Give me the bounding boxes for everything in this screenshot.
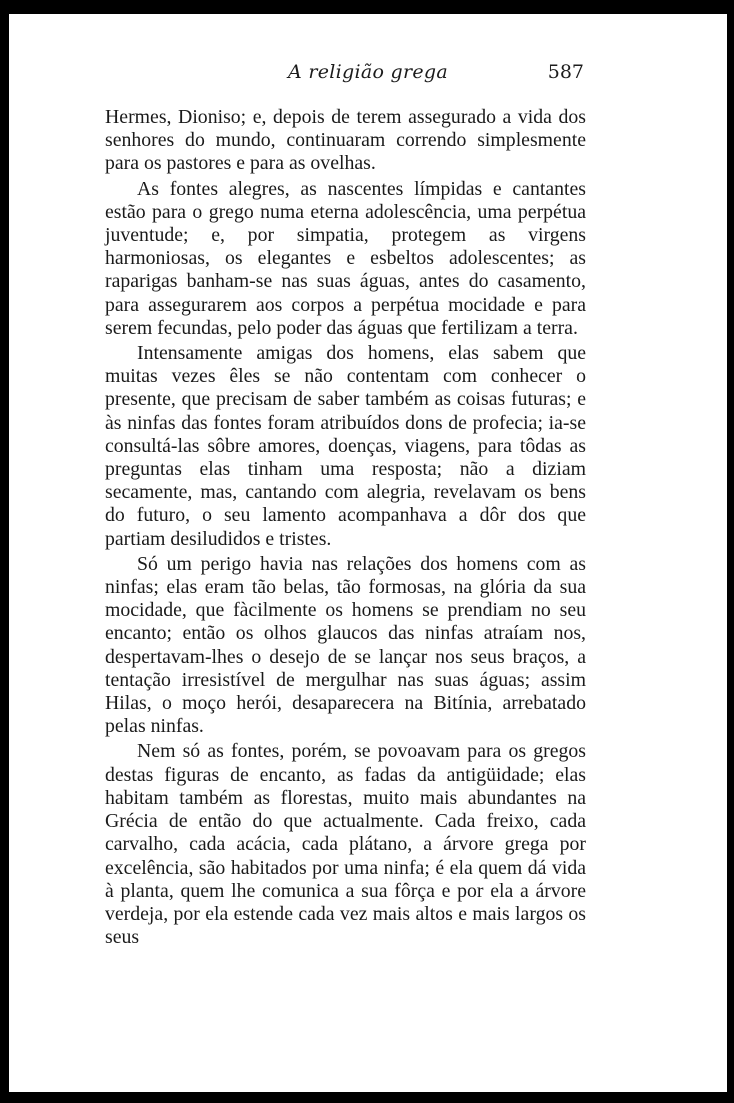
paragraph: Só um perigo havia nas relações dos homens com as ninfas; elas eram tão belas, tão formosas, na glória da sua mocidade, que fàcilmente os homens se prendiam no seu encanto; então os olhos glaucos das ninfas atraíam nos, despertavam-lhes o desejo de se lançar nos seus braços, a tentação irresistível de mergulhar nas suas águas; assim Hilas, o moço herói, desaparecera na Bitínia, arrebatado pelas ninfas. [105,552,586,738]
paragraph: Intensamente amigas dos homens, elas sabem que muitas vezes êles se não contentam com conhecer o presente, que precisam de saber também as coisas futuras; e às ninfas das fontes foram atribuídos dons de profecia; ia-se consultá-las sôbre amores, doenças, viagens, para tôdas as preguntas elas tinham uma resposta; não a diziam secamente, mas, cantando com alegria, revelavam os bens do futuro, o seu lamento acompanhava a dôr dos que partiam desiludidos e tristes. [105,342,586,550]
paragraph: Hermes, Dioniso; e, depois de terem assegurado a vida dos senhores do mundo, continuaram correndo simplesmente para os pastores e para as ovelhas. [105,106,586,175]
paragraph: Nem só as fontes, porém, se povoavam para os gregos destas figuras de encanto, as fadas da antigüidade; elas habitam também as florestas, muito mais abundantes na Grécia de então do que actualmente. Cada freixo, cada carvalho, cada acácia, cada plátano, a árvore grega por excelência, são habitados por uma ninfa; é ela quem dá vida à planta, quem lhe comunica a sua fôrça e por ela a árvore verdeja, por ela estende cada vez mais altos e mais largos os seus [105,740,586,949]
body-text [105,106,586,949]
book-page [9,14,727,1092]
running-title: A religião grega [287,61,449,83]
page-number: 587 [547,61,584,83]
paragraph: As fontes alegres, as nascentes límpidas e cantantes estão para o grego numa eterna adolescência, uma perpétua juventude; e, por simpatia, protegem as virgens harmoniosas, os elegantes e esbeltos adolescentes; as raparigas banham-se nas suas águas, antes do casamento, para assegurarem aos corpos a perpétua mocidade e para serem fecundas, pelo poder das águas que fertilizam a terra. [105,177,586,339]
running-head [9,61,727,91]
